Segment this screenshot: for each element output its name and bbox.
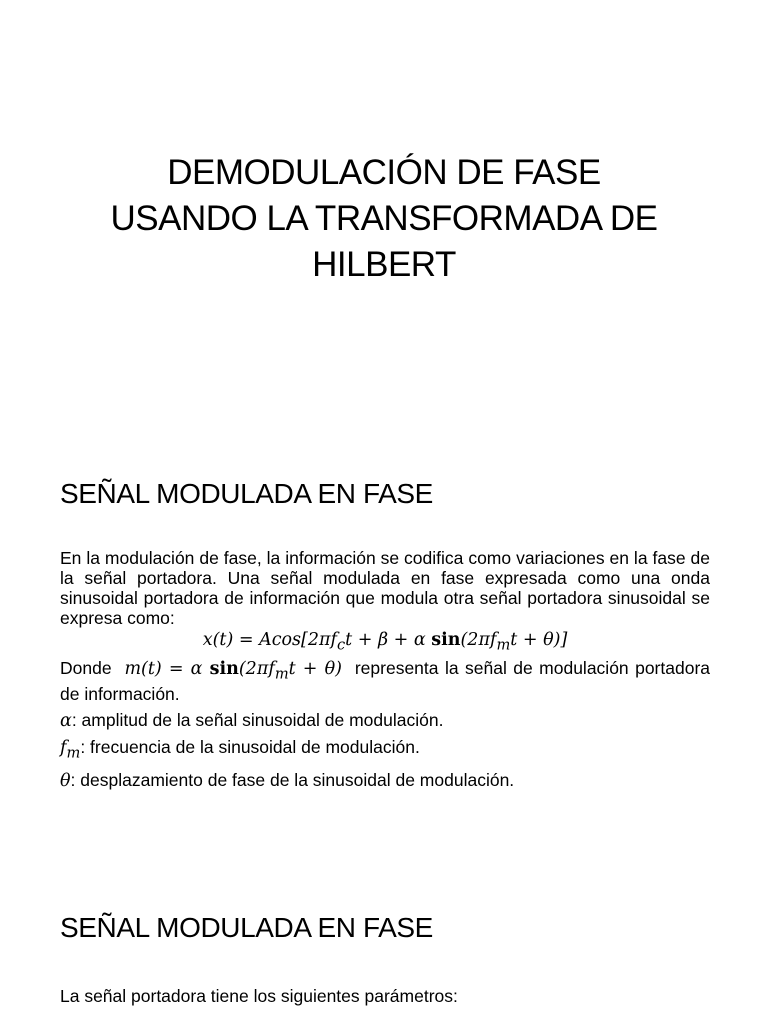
- definition-fm: $f_m$: frecuencia de la sinusoidal de modulación.: [60, 737, 420, 762]
- section-body-2: La señal portadora tiene los siguientes parámetros:: [60, 986, 458, 1006]
- definition-theta: θ: desplazamiento de fase de la sinusoidal de modulación.: [60, 769, 515, 791]
- title-line-2: USANDO LA TRANSFORMADA DE: [110, 199, 658, 238]
- title-line-1: DEMODULACIÓN DE FASE: [167, 153, 601, 192]
- phase-modulation-formula: $x(t) = Acos[2\pi f_ct + \beta + \alpha$ $\sin(2\pi f_mt + \theta)$]: [202, 630, 568, 654]
- definition-alpha: α: amplitud de la señal sinusoidal de modulación.: [60, 710, 444, 731]
- section-heading-2: SEÑAL MODULADA EN FASE: [60, 912, 433, 943]
- slide-title: [0, 150, 768, 288]
- title-line-3: HILBERT: [312, 245, 456, 284]
- donde-paragraph: Donde m(t) = α $\sin(2\pi f_mt + \theta)$ representa la señal de modulación portadora de información.: [60, 657, 711, 704]
- section-heading: SEÑAL MODULADA EN FASE: [60, 478, 433, 509]
- intro-paragraph: En la modulación de fase, la información se codifica como variaciones en la fase de la señal portadora. Una señal modulada en fase expresada como una onda sinusoidal portadora de información que modula otra señal portadora sinusoidal se expresa como:: [60, 548, 710, 628]
- section-body: [60, 548, 710, 791]
